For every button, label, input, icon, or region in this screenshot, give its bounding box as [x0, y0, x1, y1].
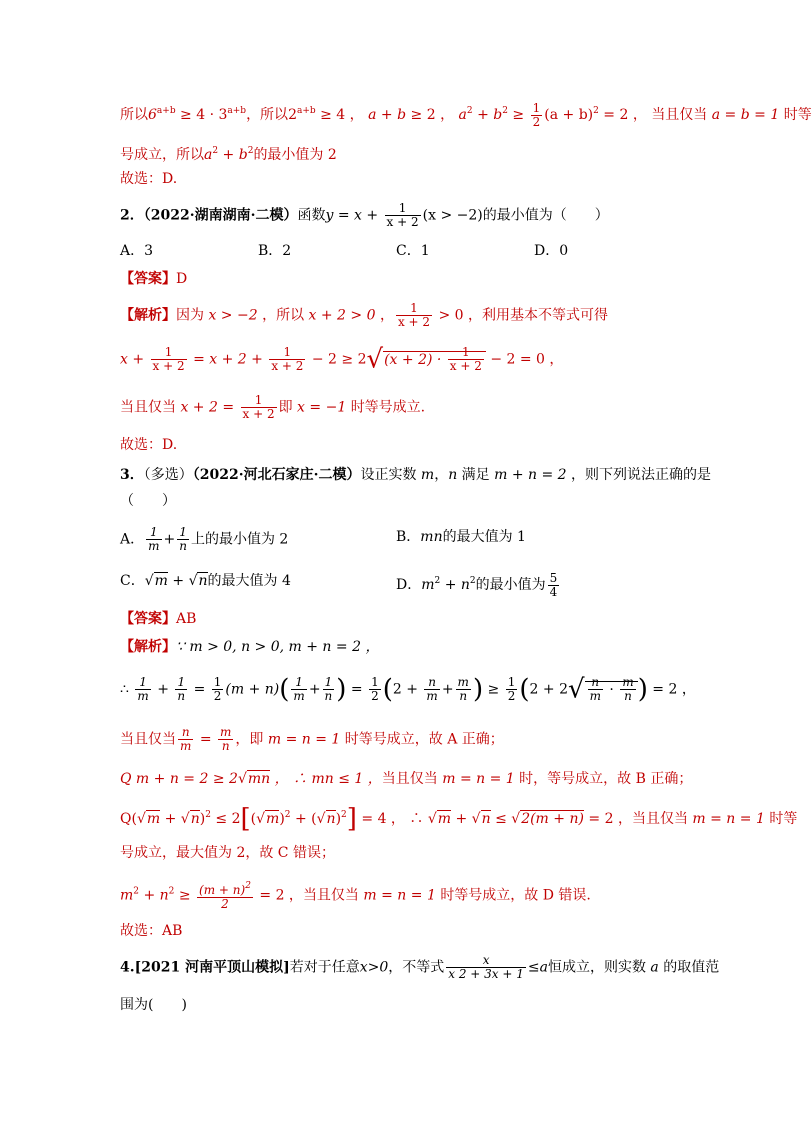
- radicand: m: [266, 811, 280, 827]
- numerator: 1: [323, 676, 335, 690]
- denominator: x + 2: [271, 359, 304, 373]
- text: 时等: [769, 811, 798, 827]
- math: ∵ m > 0, n > 0, m + n = 2 ，: [176, 639, 380, 655]
- numerator: n: [424, 676, 439, 690]
- bracket: ]: [346, 804, 357, 834]
- radicand: n: [481, 811, 491, 827]
- numerator: 1: [151, 346, 187, 360]
- line-2: [120, 140, 337, 166]
- numerator: 1: [448, 346, 484, 360]
- math: m: [421, 577, 435, 593]
- math: b: [238, 147, 248, 163]
- radical: √: [567, 674, 585, 705]
- analysis-label: 【解析】: [120, 639, 176, 655]
- math: + (: [290, 811, 317, 827]
- math: (: [250, 811, 257, 827]
- radicand: n: [190, 811, 200, 827]
- math: ≤: [490, 811, 512, 827]
- option-a: A．3: [120, 243, 154, 259]
- math: x = −1: [292, 399, 351, 416]
- analysis-label: 【解析】: [120, 307, 176, 324]
- question-number: 4.: [120, 959, 135, 976]
- math: m = n = 1: [437, 771, 520, 787]
- math: ): [279, 811, 285, 827]
- text: ，所以: [246, 107, 289, 123]
- fraction: [323, 676, 335, 703]
- math: +: [160, 811, 181, 827]
- numerator: 1: [507, 675, 516, 689]
- math: m = n = 1: [687, 811, 770, 827]
- option-label: D．: [396, 577, 422, 593]
- numerator: 1: [146, 526, 161, 540]
- math: =: [346, 681, 368, 698]
- question-3-blank: （ ）: [120, 493, 176, 509]
- denominator: n: [459, 689, 468, 703]
- fraction: [241, 394, 277, 421]
- denominator: n: [221, 739, 230, 753]
- analysis-2: [120, 302, 608, 329]
- text: 当且仅当: [302, 887, 359, 904]
- equation-3c: Q m + n = 2 ≥ 2√mn ， ∴ mn ≤ 1 ，当且仅当 m = n = 1 时，等号成立，故 B 正确；: [120, 771, 693, 787]
- math: a: [204, 147, 213, 163]
- question-2: [120, 202, 609, 229]
- fraction: [291, 676, 306, 703]
- text: （多选）: [143, 467, 193, 483]
- math-sup: 2: [247, 146, 254, 156]
- equation-3a: ∴ $\frac{1}{m}$ + $\frac{1}{n}$ = $\frac{1}{2}$ (m + n)( $\frac{1}{m}$ + $\frac{1}{n}$ ) = $\frac{1}{2}$ (2 + $\frac{n}{m}$ + $\frac{m}{n}$ ) ≥ $\frac{1}{2}$ (2 + 2√ $\frac{n}{m}$ · $\frac{m}{n}$ ) = 2 ，: [120, 674, 696, 705]
- math: x + 2 =: [176, 399, 239, 416]
- math-sup: a+b: [296, 106, 316, 116]
- numerator: [197, 880, 253, 898]
- math: = 2 ，: [647, 681, 696, 698]
- denominator: x + 2: [449, 359, 482, 373]
- math: ≥ 4 ，: [315, 107, 369, 123]
- question-number: 3．: [120, 467, 144, 483]
- denominator: n: [179, 539, 187, 553]
- fraction: [212, 676, 224, 703]
- option-c-3: C．√m + √n的最大值为 4: [120, 573, 291, 589]
- math: b: [493, 107, 503, 123]
- math-sup: 2: [284, 810, 291, 820]
- fraction: [506, 676, 518, 703]
- math-sup: 2: [245, 881, 251, 891]
- denominator: n: [324, 689, 333, 703]
- math: x + 2 > 0: [304, 307, 380, 324]
- text: 号成立，所以: [120, 147, 204, 163]
- option-d-3: [396, 570, 561, 599]
- equation-3f: [120, 880, 591, 911]
- denominator: 2: [371, 689, 379, 703]
- question-source: [2021 河南平顶山模拟]: [134, 959, 290, 976]
- math: ): [335, 811, 342, 827]
- math-sup: a+b: [156, 106, 176, 116]
- text: 时等号成立，故 D 错误.: [440, 887, 591, 904]
- math: ≥: [507, 107, 529, 123]
- denominator: m: [137, 689, 149, 703]
- math-sup: 2: [205, 810, 211, 820]
- fraction: [424, 676, 439, 703]
- question-4-blank: 围为( ): [120, 997, 187, 1013]
- text: 所以: [120, 107, 148, 123]
- math: ≥ 4 · 3: [175, 107, 228, 123]
- text: 设正实数: [360, 467, 417, 483]
- numerator: 1: [385, 202, 421, 216]
- text: 若对于任意: [289, 959, 360, 976]
- denominator: 2: [213, 689, 222, 703]
- paren: ): [336, 674, 347, 705]
- math-sup: 2: [434, 576, 441, 586]
- equation-2: [120, 346, 563, 373]
- denominator: m: [180, 739, 192, 753]
- fraction: [456, 676, 471, 703]
- math: 6: [148, 107, 157, 123]
- radicand: n: [326, 811, 336, 827]
- math: m + n = 2: [489, 467, 572, 483]
- denominator: 4: [549, 584, 558, 599]
- math-sup: a+b: [227, 106, 247, 116]
- numerator-text: (m + n): [199, 883, 246, 897]
- fraction: [396, 302, 432, 329]
- math: a: [645, 959, 664, 976]
- denominator: x + 2: [152, 359, 185, 373]
- denominator: m: [148, 539, 160, 553]
- option-d: D．0: [534, 243, 569, 259]
- numerator: x: [446, 954, 526, 968]
- math: m = n = 1: [263, 731, 345, 748]
- text: ，不等式: [388, 959, 445, 976]
- math: b: [397, 107, 407, 123]
- denominator: x + 2: [242, 407, 275, 421]
- text: 恒成立，则实数: [547, 959, 646, 976]
- text: 函数: [297, 207, 326, 224]
- choice-line: 故选：D.: [120, 171, 178, 187]
- answer-3: [120, 608, 196, 630]
- radicand: [383, 345, 486, 373]
- text: 的取值范: [663, 959, 720, 976]
- line-1: [120, 100, 812, 129]
- text: 的最小值为: [475, 577, 546, 593]
- text: ，: [379, 307, 394, 324]
- numerator: 1: [213, 675, 222, 689]
- radicand: m: [437, 811, 452, 827]
- analysis-3: [120, 636, 379, 658]
- option-b-3: [396, 526, 526, 548]
- text: ，利用基本不等式可得: [468, 307, 609, 324]
- radicand: n: [198, 573, 208, 589]
- denominator: 2: [221, 897, 229, 911]
- question-source: （2022·湖南湖南·二模）: [143, 207, 298, 224]
- math: = 2 ，: [254, 887, 303, 904]
- math: +: [376, 107, 398, 123]
- text: 的最大值为 1: [442, 529, 526, 545]
- text: ，则下列说法正确的是: [571, 467, 712, 483]
- numerator: m: [457, 675, 469, 689]
- fraction: [369, 676, 381, 703]
- text: 当且仅当: [651, 107, 708, 123]
- math: + n: [139, 887, 169, 904]
- math: m: [416, 467, 435, 483]
- option-b: B．2: [258, 243, 292, 259]
- text: 时等号成立.: [350, 399, 426, 416]
- math: x > −2: [204, 307, 263, 324]
- denominator: x + 2: [397, 315, 431, 329]
- math: = 4 ， ∴: [356, 811, 428, 827]
- math: x>0: [359, 959, 389, 976]
- text: ，: [434, 467, 449, 483]
- math: ≥: [483, 681, 504, 698]
- math: ): [199, 811, 206, 827]
- math: = x + 2 +: [188, 351, 268, 368]
- denominator: 2: [507, 689, 516, 703]
- equation-3d: $Q(√m + √n)^2 \le 2[(√m)^2 + (√n)^2] = 4$ ， ∴ √m + √n ≤ √2(m + n) = 2 ，当且仅当 m = n = 1 时等: [120, 804, 798, 834]
- fraction: [448, 346, 484, 373]
- equality-condition-2: [120, 394, 425, 421]
- math: a: [368, 107, 377, 123]
- option-label: A．: [120, 531, 145, 548]
- math-sup: 2: [341, 810, 347, 820]
- fraction: [446, 954, 526, 981]
- fraction: [151, 346, 187, 373]
- denominator: m: [293, 689, 305, 703]
- math: > 0: [434, 307, 469, 324]
- math: m = n = 1: [358, 887, 441, 904]
- math-sup: 2: [133, 886, 140, 897]
- choice-line-2: 故选：D.: [120, 437, 178, 453]
- numerator: 1: [396, 302, 432, 316]
- answer-2: [120, 268, 187, 290]
- math: (a + b): [544, 107, 594, 123]
- math: ≥: [174, 887, 196, 904]
- text: 的最小值为 2: [253, 147, 337, 163]
- numerator: 1: [291, 676, 306, 690]
- denominator: x 2 + 3x + 1: [448, 967, 524, 981]
- math: − 2 = 0 ，: [485, 351, 564, 368]
- math: = 2 ，: [583, 811, 632, 827]
- math: ， ∴ mn ≤ 1 ，: [270, 771, 382, 787]
- math-sup: 2: [466, 106, 473, 116]
- denominator: m: [426, 689, 438, 703]
- denominator: n: [624, 689, 632, 703]
- math: Q(: [120, 811, 137, 827]
- numerator: 1: [241, 394, 277, 408]
- math: x +: [120, 351, 149, 368]
- math: ·: [604, 681, 619, 698]
- denominator: n: [177, 689, 186, 703]
- paren: (: [279, 674, 290, 705]
- math-sup: 2: [502, 106, 508, 116]
- math: y = x +: [325, 207, 383, 224]
- math: ≥ 2 ，: [406, 107, 459, 123]
- fraction: [588, 676, 603, 703]
- math: +: [152, 681, 174, 698]
- numerator: 1: [532, 100, 541, 115]
- radical: √: [366, 344, 384, 375]
- fraction: [146, 526, 161, 553]
- math: +: [451, 811, 472, 827]
- option-label: C．: [120, 573, 145, 589]
- radicand: 2(m + n): [521, 811, 584, 827]
- fraction: [197, 880, 253, 911]
- text: 时等号成立，故 A 正确；: [344, 731, 504, 748]
- question-source: （2022·河北石家庄·二模）: [192, 467, 361, 483]
- fraction: [620, 676, 635, 703]
- math: ∴: [120, 681, 134, 698]
- math: =: [195, 731, 217, 748]
- math: + n: [440, 577, 470, 593]
- answer-label: 【答案】: [120, 611, 176, 627]
- math: Q m + n = 2 ≥ 2: [120, 771, 238, 787]
- math: 2 +: [392, 681, 423, 698]
- equation-3b: [120, 726, 504, 753]
- numerator: m: [622, 675, 634, 689]
- math-sup: 2: [212, 146, 219, 156]
- paren: ): [637, 674, 648, 705]
- text: 当且仅当: [631, 811, 688, 827]
- math: +: [218, 147, 239, 163]
- fraction: [531, 102, 543, 129]
- text: 上的最小值为 2: [190, 531, 289, 548]
- text: 即: [278, 399, 293, 416]
- numerator: 1: [269, 346, 305, 360]
- paren: (: [519, 674, 530, 705]
- answer-label: 【答案】: [120, 271, 176, 287]
- bracket: [: [240, 804, 251, 834]
- question-3: [120, 464, 711, 486]
- math: =: [189, 681, 210, 698]
- question-4: [120, 954, 719, 981]
- numerator: 1: [175, 676, 187, 690]
- math: (m + n): [225, 681, 280, 698]
- math: 2 + 2: [529, 681, 568, 698]
- option-c: C．1: [396, 243, 430, 259]
- paren: (: [382, 674, 393, 705]
- fraction: [175, 676, 187, 703]
- math: = 2 ，: [598, 107, 652, 123]
- math-sup: 2: [593, 106, 599, 116]
- denominator: m: [589, 689, 601, 703]
- radicand: m: [146, 811, 161, 827]
- math: mn: [420, 529, 443, 545]
- answer-value: D: [176, 271, 188, 287]
- fraction: [178, 726, 193, 753]
- choice-line-3: 故选：AB: [120, 923, 183, 939]
- text: 时等: [783, 107, 812, 123]
- radicand: [585, 675, 638, 703]
- fraction: [218, 726, 233, 753]
- math: +: [472, 107, 494, 123]
- fraction: [385, 202, 421, 229]
- text: 当且仅当: [120, 731, 176, 748]
- math: (x + 2) ·: [384, 351, 446, 368]
- fraction: [548, 572, 560, 599]
- fraction: [269, 346, 305, 373]
- math: 2: [288, 107, 297, 123]
- answer-value: AB: [176, 611, 197, 627]
- text: 因为: [176, 307, 204, 324]
- numerator: n: [588, 676, 603, 690]
- radicand: m: [154, 573, 168, 589]
- math: ≤ 2: [210, 811, 241, 827]
- math: a = b = 1: [707, 107, 784, 123]
- equation-3e: 号成立，最大值为 2，故 C 错误；: [120, 845, 335, 861]
- math: a: [539, 959, 548, 976]
- numerator: 1: [135, 676, 150, 690]
- fraction: [135, 676, 150, 703]
- text: 满足: [461, 467, 490, 483]
- paren: ): [472, 674, 484, 705]
- text: ，所以: [262, 307, 305, 324]
- numerator: 5: [549, 570, 558, 585]
- math: − 2 ≥ 2: [307, 351, 367, 368]
- numerator: n: [178, 726, 193, 740]
- math: n: [448, 467, 462, 483]
- text: 的最大值为 4: [207, 573, 291, 589]
- math: ≤: [527, 959, 540, 976]
- numerator: 1: [177, 526, 189, 540]
- math-sup: 2: [469, 576, 476, 586]
- fraction: [177, 526, 189, 553]
- math: +: [167, 573, 189, 589]
- text: 当且仅当: [381, 771, 438, 787]
- radicand: mn: [247, 771, 271, 787]
- denominator: x + 2: [386, 215, 419, 229]
- math-sup: 2: [168, 886, 175, 897]
- text: ，即: [235, 731, 264, 748]
- math: a: [458, 107, 467, 123]
- math: +: [163, 531, 176, 548]
- option-a-3: [120, 526, 288, 553]
- question-number: 2．: [120, 207, 144, 224]
- text: 当且仅当: [120, 399, 176, 416]
- denominator: 2: [532, 114, 541, 129]
- math: (x > −2): [422, 207, 483, 224]
- text: 时，等号成立，故 B 正确；: [519, 771, 693, 787]
- math: m: [120, 887, 134, 904]
- option-label: B．: [396, 529, 421, 545]
- text: 的最小值为（ ）: [482, 207, 609, 224]
- numerator: m: [220, 725, 232, 739]
- numerator: 1: [371, 675, 379, 689]
